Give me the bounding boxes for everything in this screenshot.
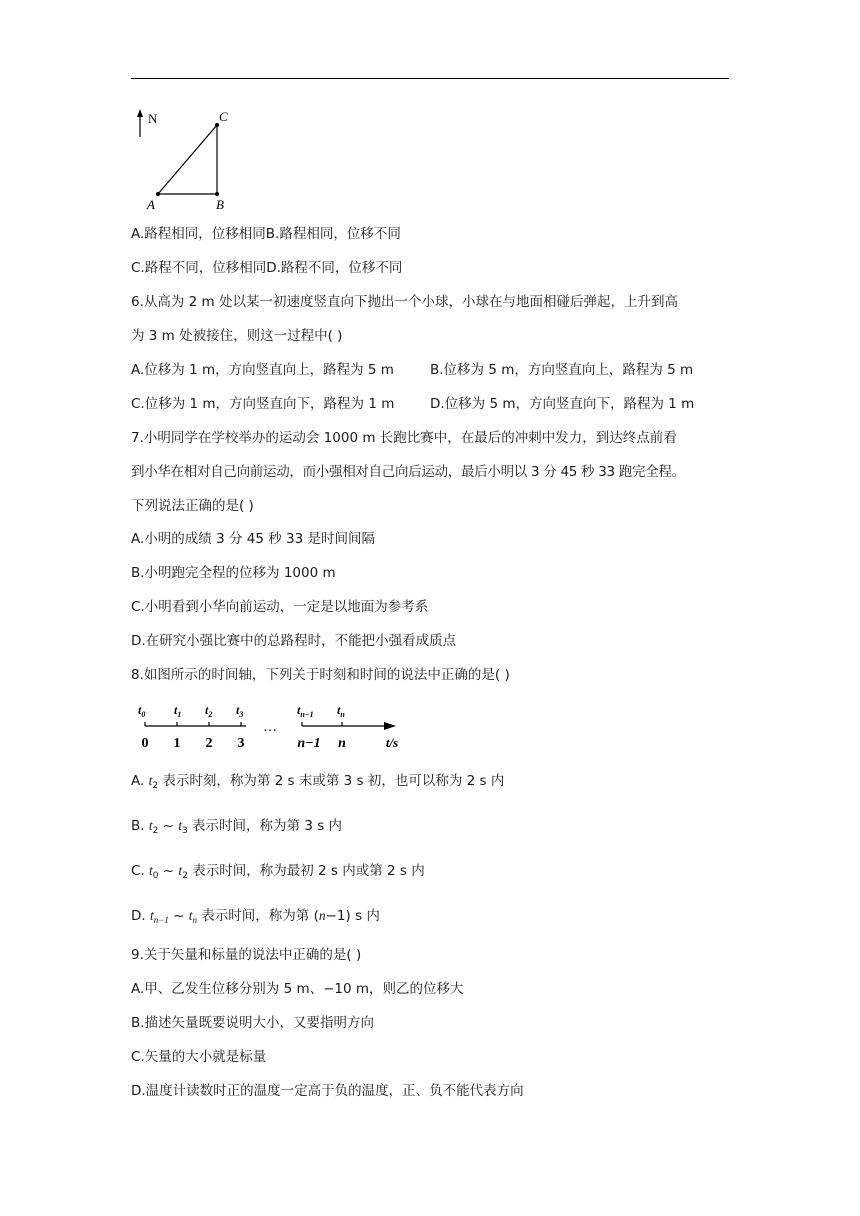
- q8-stem: 8.如图所示的时间轴，下列关于时刻和时间的说法中正确的是( ): [131, 667, 510, 683]
- q6-option-c: C.位移为 1 m，方向竖直向下，路程为 1 m: [131, 396, 395, 412]
- point-b-label: B: [216, 197, 224, 212]
- q8-option-d: D. $t_{n-1}$ ~ $t_n$ 表示时间，称为第 (n−1) s 内: [131, 908, 380, 925]
- svg-text:n−1: n−1: [297, 736, 321, 751]
- q6-stem-2: 为 3 m 处被接住，则这一过程中( ): [131, 328, 343, 344]
- q5-options-ab: A.路程相同，位移相同B.路程相同，位移不同: [131, 226, 401, 242]
- svg-text:n: n: [338, 736, 346, 751]
- q9-stem: 9.关于矢量和标量的说法中正确的是( ): [131, 947, 362, 963]
- svg-text:0: 0: [141, 736, 149, 751]
- q9-option-b: B.描述矢量既要说明大小，又要指明方向: [131, 1015, 375, 1031]
- north-label: N: [148, 111, 158, 126]
- q5-options-cd: C.路程不同，位移相同D.路程不同，位移不同: [131, 260, 403, 276]
- svg-text:tn: $t_n$: [337, 703, 345, 719]
- q7-stem-2: 到小华在相对自己向前运动，而小强相对自己向后运动，最后小明以 3 分 45 秒 33 跑完全程。: [131, 464, 685, 480]
- triangle-figure: [130, 106, 240, 214]
- q7-stem-1: 7.小明同学在学校举办的运动会 1000 m 长跑比赛中，在最后的冲刺中发力，到达终点前看: [131, 430, 677, 446]
- q9-option-c: C.矢量的大小就是标量: [131, 1049, 267, 1065]
- axis-arrow-icon: [384, 722, 396, 730]
- q7-option-c: C.小明看到小华向前运动，一定是以地面为参考系: [131, 599, 429, 615]
- axis-ellipsis: …: [263, 720, 277, 735]
- q8-option-b: B. $t_2$ ~ $t_3$ 表示时间，称为第 3 s 内: [131, 818, 343, 836]
- svg-text:tn−1: $t_{n-1}$: [297, 703, 314, 719]
- svg-text:t/s: t/s: [385, 735, 399, 750]
- q9-option-d: D.温度计读数时正的温度一定高于负的温度，正、负不能代表方向: [131, 1083, 524, 1099]
- q6-option-d: D.位移为 5 m，方向竖直向下，路程为 1 m: [430, 396, 695, 412]
- q7-option-d: D.在研究小强比赛中的总路程时，不能把小强看成质点: [131, 633, 457, 649]
- q6-option-a: A.位移为 1 m，方向竖直向上，路程为 5 m: [131, 362, 394, 378]
- q6-stem-1: 6.从高为 2 m 处以某一初速度竖直向下抛出一个小球，小球在与地面相碰后弹起，上升到高: [131, 294, 678, 310]
- svg-text:1: 1: [173, 736, 181, 751]
- svg-text:2: 2: [205, 736, 213, 751]
- q8-option-a: A. $t_2$ 表示时刻，称为第 2 s 末或第 3 s 初，也可以称为 2 s 内: [131, 773, 505, 791]
- q8-option-c: C. $t_0$ ~ $t_2$ 表示时间，称为最初 2 s 内或第 2 s 内: [131, 863, 425, 881]
- header-rule: [131, 78, 729, 79]
- svg-text:t2: $t_2$: [205, 703, 213, 719]
- q7-option-b: B.小明跑完全程的位移为 1000 m: [131, 565, 336, 581]
- svg-text:t0: $t_0$: [138, 703, 146, 719]
- svg-text:t1: $t_1$: [174, 703, 182, 719]
- q6-option-b: B.位移为 5 m，方向竖直向上，路程为 5 m: [430, 362, 694, 378]
- svg-text:t3: $t_3$: [236, 703, 244, 719]
- q7-stem-3: 下列说法正确的是( ): [131, 498, 254, 514]
- svg-text:3: 3: [237, 736, 245, 751]
- q9-option-a: A.甲、乙发生位移分别为 5 m、−10 m，则乙的位移大: [131, 981, 464, 997]
- q7-option-a: A.小明的成绩 3 分 45 秒 33 是时间间隔: [131, 531, 375, 547]
- time-axis-figure: [134, 700, 404, 752]
- point-a-label: A: [147, 197, 155, 212]
- point-c-label: C: [219, 109, 228, 124]
